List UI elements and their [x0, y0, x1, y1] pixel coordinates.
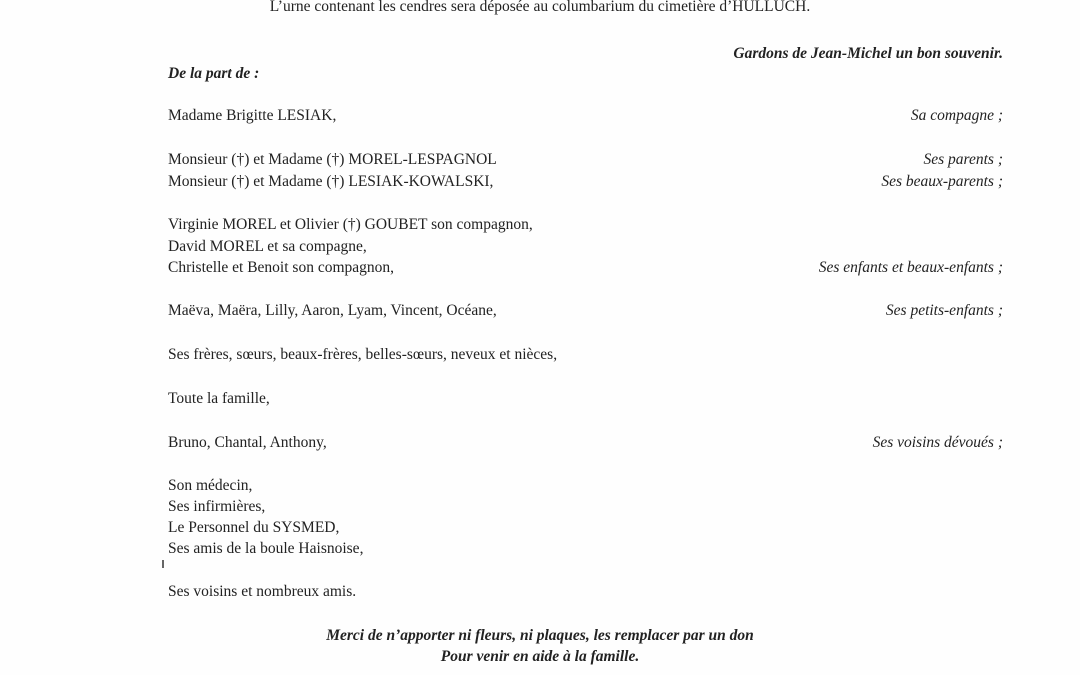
- footer-line-1: Merci de n’apporter ni fleurs, ni plaques, les remplacer par un don: [326, 627, 754, 644]
- entry-right-parents: Ses parents ;: [923, 151, 1003, 168]
- entry-left-famille: Toute la famille,: [168, 390, 270, 407]
- ink-mark: [162, 560, 164, 568]
- entry-left-medecin: Son médecin,: [168, 477, 253, 494]
- entry-left-beaux-parents: Monsieur (†) et Madame (†) LESIAK-KOWALSKI,: [168, 173, 494, 190]
- entry-right-enfants: Ses enfants et beaux-enfants ;: [818, 259, 1003, 276]
- columbarium-line: L’urne contenant les cendres sera déposée au columbarium du cimetière d’HULLUCH.: [269, 0, 811, 15]
- entry-left-amis: Ses voisins et nombreux amis.: [168, 583, 357, 600]
- entry-left-boule: Ses amis de la boule Haisnoise,: [168, 540, 364, 557]
- entry-right-voisins: Ses voisins dévoués ;: [872, 434, 1003, 451]
- entry-left-david: David MOREL et sa compagne,: [168, 238, 367, 255]
- entry-left-petits-enfants: Maëva, Maëra, Lilly, Aaron, Lyam, Vincent, Océane,: [168, 302, 497, 319]
- entry-left-sysmed: Le Personnel du SYSMED,: [168, 519, 340, 536]
- entry-left-compagne: Madame Brigitte LESIAK,: [168, 107, 337, 124]
- de-la-part-heading: De la part de :: [168, 65, 260, 82]
- footer-line-2: Pour venir en aide à la famille.: [440, 648, 640, 665]
- entry-left-freres-soeurs: Ses frères, sœurs, beaux-frères, belles-sœurs, neveux et nièces,: [168, 346, 558, 363]
- entry-right-petits-enfants: Ses petits-enfants ;: [885, 302, 1003, 319]
- entry-right-beaux-parents: Ses beaux-parents ;: [881, 173, 1003, 190]
- entry-left-parents: Monsieur (†) et Madame (†) MOREL-LESPAGNOL: [168, 151, 497, 168]
- entry-left-virginie: Virginie MOREL et Olivier (†) GOUBET son compagnon,: [168, 216, 533, 233]
- entry-right-compagne: Sa compagne ;: [910, 107, 1003, 124]
- souvenir-line: Gardons de Jean-Michel un bon souvenir.: [733, 45, 1003, 62]
- entry-left-christelle: Christelle et Benoit son compagnon,: [168, 259, 395, 276]
- entry-left-infirmieres: Ses infirmières,: [168, 498, 266, 515]
- entry-left-voisins: Bruno, Chantal, Anthony,: [168, 434, 327, 451]
